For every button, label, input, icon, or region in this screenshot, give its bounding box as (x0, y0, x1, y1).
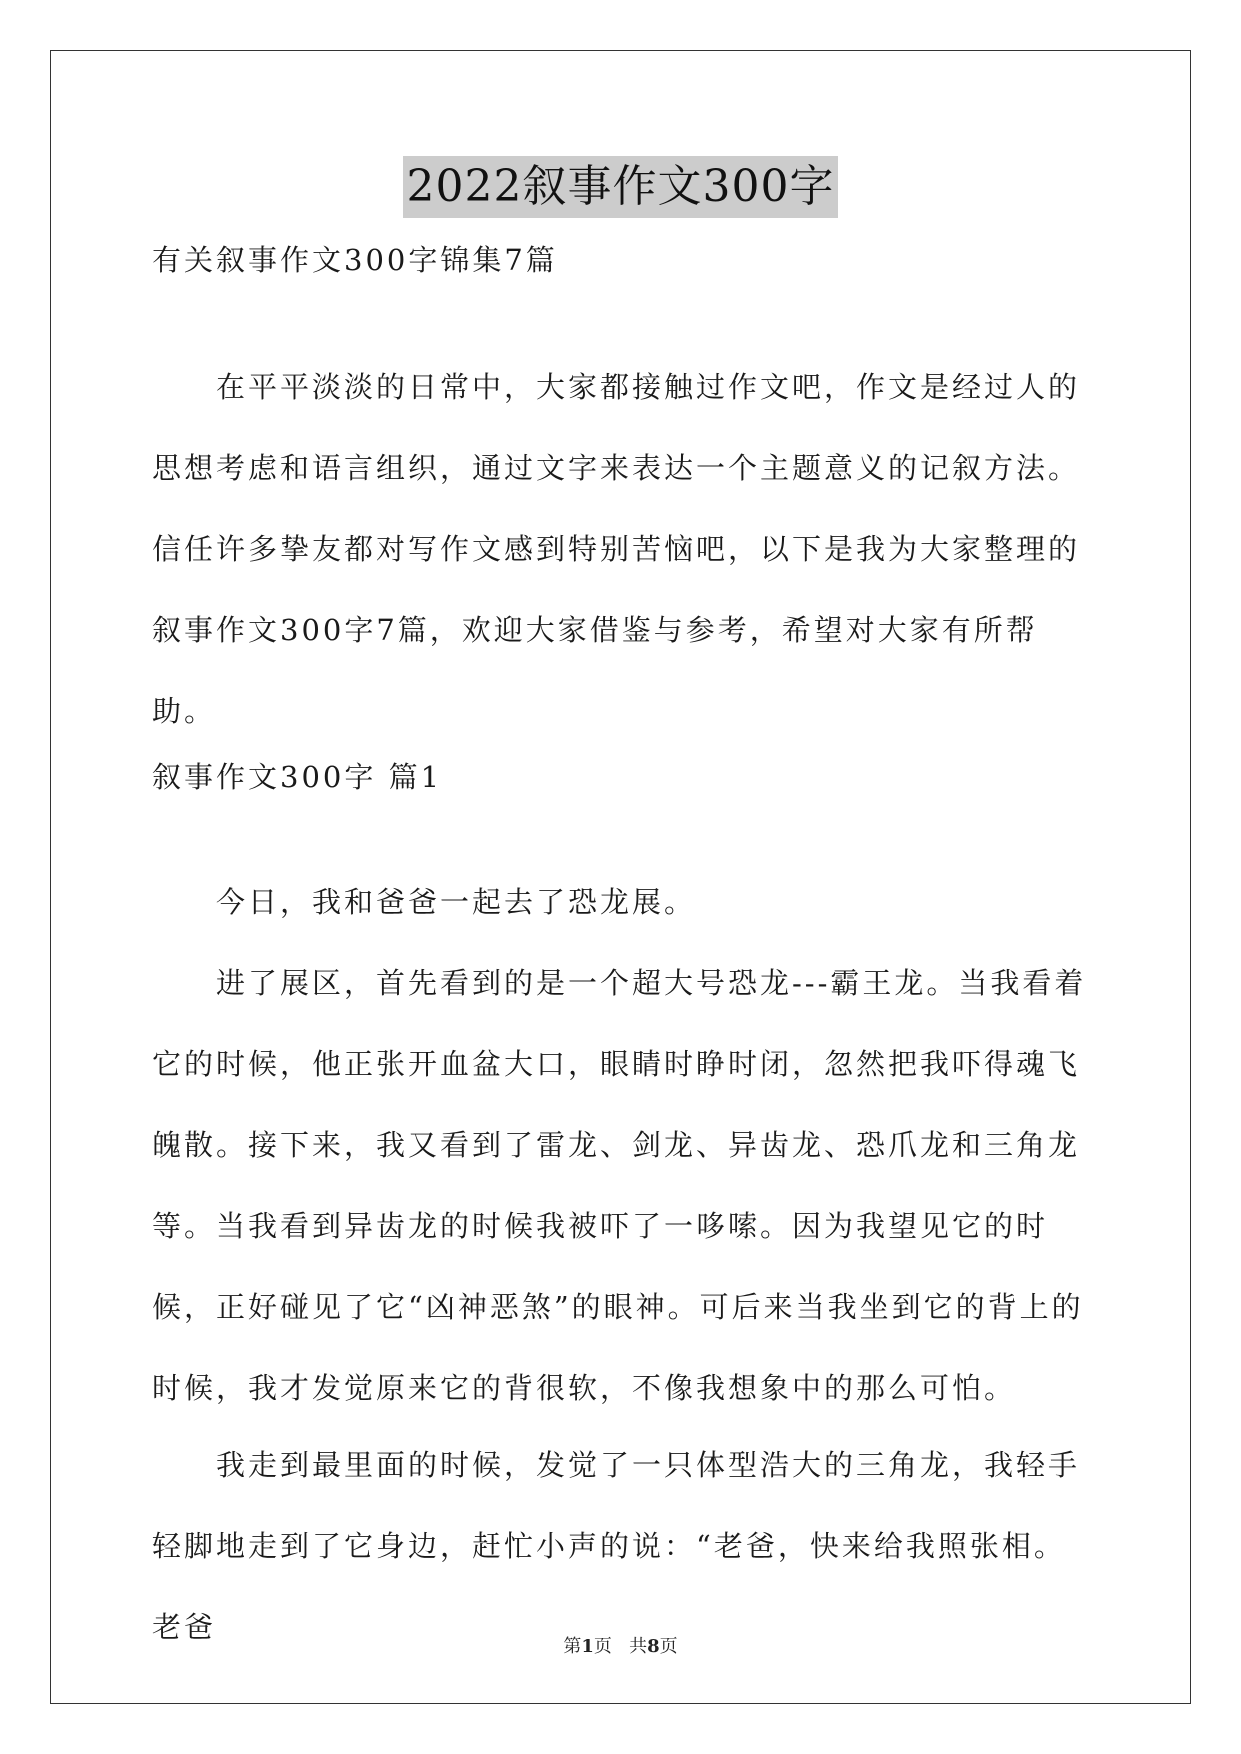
footer-total-prefix: 共 (629, 1636, 648, 1657)
footer-page-prefix: 第 (563, 1636, 582, 1657)
page-footer (0, 1632, 1241, 1658)
intro-heading: 有关叙事作文300字锦集7篇 (152, 243, 558, 277)
document-title: 2022叙事作文300字 (403, 156, 839, 218)
intro-paragraph: 在平平淡淡的日常中，大家都接触过作文吧，作文是经过人的思想考虑和语言组织，通过文字来表达一个主题意义的记叙方法。信任许多挚友都对写作文感到特别苦恼吧，以下是我为大家整理的叙事作文300字7篇，欢迎大家借鉴与参考，希望对大家有所帮助。 (152, 370, 1081, 728)
footer-total-suffix: 页 (659, 1636, 678, 1657)
body-paragraph-3: 我走到最里面的时候，发觉了一只体型浩大的三角龙，我轻手轻脚地走到了它身边，赶忙小声的说：“老爸，快来给我照张相。老爸 (152, 1448, 1081, 1644)
title-container (0, 156, 1241, 218)
section-heading: 叙事作文300字 篇1 (152, 760, 443, 794)
footer-page-number: 1 (581, 1636, 594, 1657)
body-paragraph-1: 今日，我和爸爸一起去了恐龙展。 (216, 885, 697, 919)
footer-total-number: 8 (647, 1636, 660, 1657)
footer-page-suffix: 页 (593, 1636, 612, 1657)
body-paragraph-2: 进了展区，首先看到的是一个超大号恐龙---霸王龙。当我看着它的时候，他正张开血盆大口，眼睛时睁时闭，忽然把我吓得魂飞魄散。接下来，我又看到了雷龙、剑龙、异齿龙、恐爪龙和三角龙等。当我看到异齿龙的时候我被吓了一哆嗦。因为我望见它的时候，正好碰见了它“凶神恶煞”的眼神。可后来当我坐到它的背上的时候，我才发觉原来它的背很软，不像我想象中的那么可怕。 (152, 966, 1087, 1405)
